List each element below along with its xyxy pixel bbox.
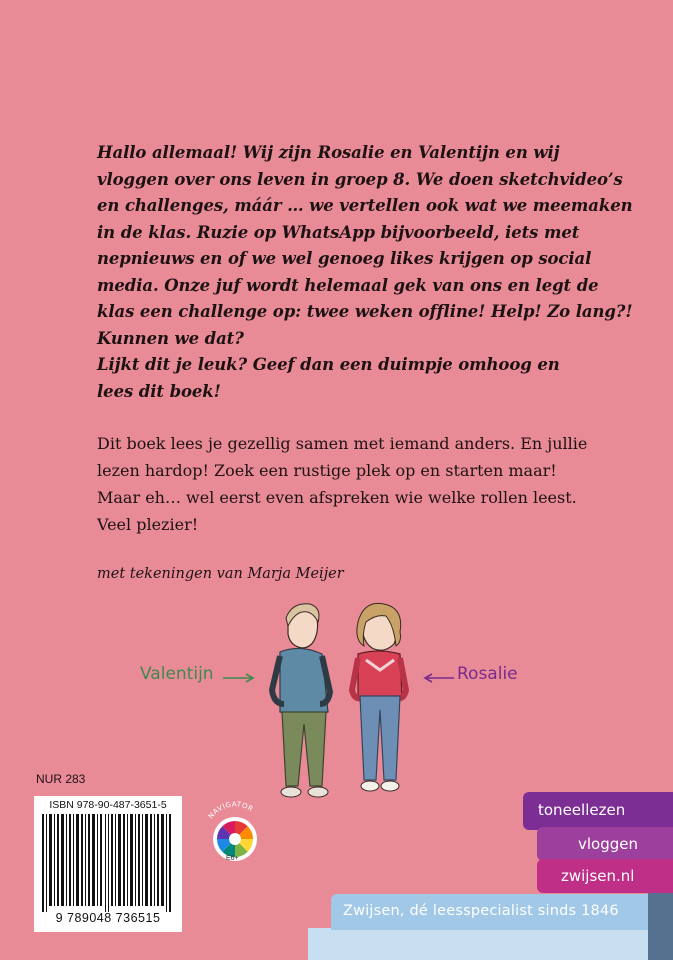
nur-code: NUR 283	[36, 772, 86, 786]
rosalie-label: Rosalie	[457, 664, 518, 684]
blurb-line: klas een challenge op: twee weken offline! Help! Zo lang?!	[97, 302, 633, 321]
navigator-level: E6+	[226, 855, 239, 862]
blurb-line: Lijkt dit je leuk? Geef dan een duimpje omhoog en	[97, 355, 560, 374]
valentijn-label: Valentijn	[140, 664, 214, 684]
blurb-line: Kunnen we dat?	[97, 328, 244, 348]
tab-label: vloggen	[578, 835, 638, 853]
tagline-text: Zwijsen, dé leesspecialist sinds 1846	[343, 903, 619, 919]
tab-zwijsen	[537, 859, 673, 893]
rosalie-figure	[352, 603, 406, 791]
tab-toneellezen	[523, 792, 673, 830]
barcode-digits: 9 789048 736515	[55, 911, 161, 925]
tab-vloggen	[537, 827, 673, 861]
info-line: Dit boek lees je gezellig samen met iemand anders. En jullie	[97, 434, 588, 453]
arrow-right-icon	[222, 672, 258, 684]
blurb-text	[97, 140, 633, 405]
illustrator-credit: met tekeningen van Marja Meijer	[97, 566, 344, 582]
info-line: lezen hardop! Zoek een rustige plek op en starten maar!	[97, 461, 557, 480]
reading-info-text	[97, 430, 588, 538]
spine-wedge	[648, 893, 673, 960]
info-line: Maar eh… wel eerst even afspreken wie welke rollen leest.	[97, 488, 577, 507]
valentijn-figure	[272, 604, 330, 797]
navigator-label: NAVIGATOR	[206, 800, 255, 821]
blurb-line: media. Onze juf wordt helemaal gek van ons en legt de	[97, 275, 599, 295]
svg-text:NAVIGATOR	[207, 800, 255, 820]
blurb-line: Hallo allemaal! Wij zijn Rosalie en Valentijn en wij	[97, 143, 560, 162]
blurb-line: vloggen over ons leven in groep 8. We doen sketchvideo’s	[97, 169, 623, 189]
navigator-wheel-icon	[200, 797, 270, 877]
isbn-label: ISBN 978-90-487-3651-5	[49, 799, 167, 811]
blurb-line: nepnieuws en of we wel genoeg likes krijgen op social	[97, 249, 592, 268]
barcode	[34, 796, 182, 932]
publisher-tagline	[331, 894, 673, 930]
blurb-line: lees dit boek!	[97, 381, 221, 401]
info-line: Veel plezier!	[97, 515, 199, 534]
tab-label: zwijsen.nl	[561, 867, 635, 885]
tab-label: toneellezen	[538, 801, 626, 819]
characters-illustration	[258, 600, 428, 805]
bottom-stripe	[308, 928, 673, 960]
barcode-bars	[40, 814, 176, 912]
blurb-line: en challenges, máár … we vertellen ook wat we meemaken	[97, 196, 633, 215]
blurb-line: in de klas. Ruzie op WhatsApp bijvoorbeeld, iets met	[97, 222, 580, 242]
